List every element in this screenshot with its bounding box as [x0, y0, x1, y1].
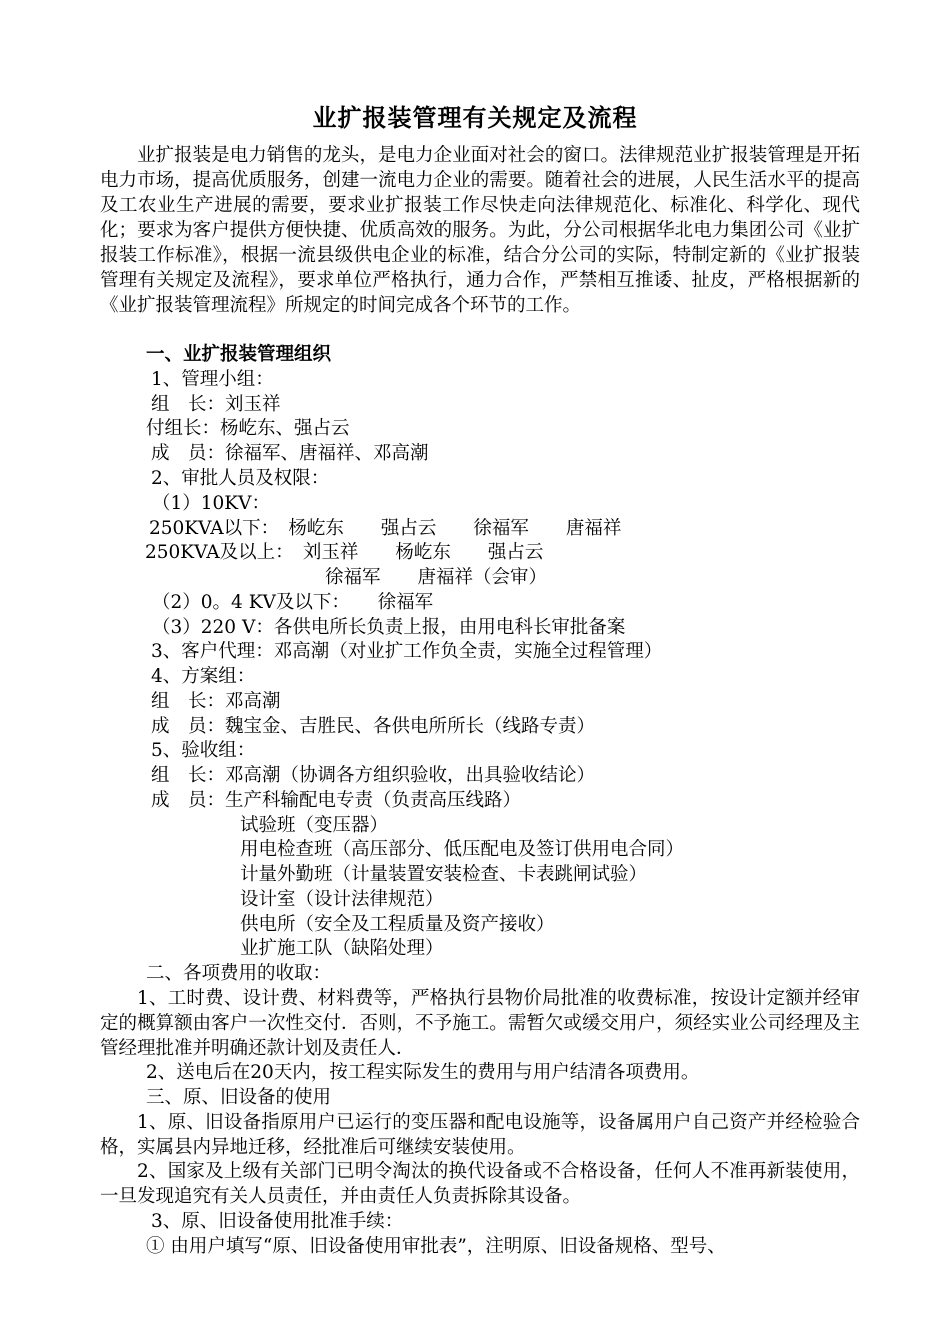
- plan-group-label: 4、方案组：: [151, 666, 256, 687]
- intro-paragraph: 业扩报装是电力销售的龙头，是电力企业面对社会的窗口。法律规范业扩报装管理是开拓电力市场，提高优质服务，创建一流电力企业的需要。随着社会的进展，人民生活水平的提高及工农业生产进展的需要，要求业扩报装工作尽快走向法律规范化、标准化、科学化、现代化；要求为客户提供方便快捷、优质高效的服务。为此，分公司根据华北电力集团公司《业扩报装工作标准》，根据一流县级供电企业的标准，结合分公司的实际，特制定新的《业扩报装管理有关规定及流程》，要求单位严格执行，通力合作，严禁相互推诿、扯皮，严格根据新的《业扩报装管理流程》所规定的时间完成各个环节的工作。: [100, 145, 860, 316]
- acceptance-group-leader: 组 长：邓高潮（协调各方组织验收，出具验收结论）: [151, 765, 596, 786]
- approval-staff-label: 2、审批人员及权限：: [151, 468, 330, 489]
- document-title: 业扩报装管理有关规定及流程: [312, 103, 638, 132]
- management-group-label: 1、管理小组：: [151, 369, 274, 390]
- section-1-heading: 一、业扩报装管理组织: [146, 344, 332, 365]
- approval-220v: （3）220 V：各供电所长负责上报，由用电科长审批备案: [152, 617, 626, 638]
- approval-04kv: （2）0。4 KV及以下： 徐福军: [152, 592, 434, 613]
- section-3-heading: 三、原、旧设备的使用: [146, 1087, 332, 1108]
- approval-above-250kva-cont: 徐福军 唐福祥（会审）: [325, 567, 548, 588]
- acceptance-member-metering: 计量外勤班（计量装置安装检查、卡表跳闸试验）: [240, 864, 648, 885]
- management-group-members: 成 员：徐福军、唐福祥、邓高潮: [151, 443, 429, 464]
- acceptance-member-construction: 业扩施工队（缺陷处理）: [240, 938, 444, 959]
- acceptance-member-design: 设计室（设计法律规范）: [240, 889, 444, 910]
- plan-group-leader: 组 长：邓高潮: [151, 691, 281, 712]
- plan-group-members: 成 员：魏宝金、吉胜民、各供电所所长（线路专责）: [151, 716, 596, 737]
- section-2-paragraph-1: 1、工时费、设计费、材料费等，严格执行县物价局批准的收费标准，按设计定额并经审定的概算额由客户一次性交付．否则，不予施工。需暂欠或缓交用户，须经实业公司经理及主管经理批准并明确还款计划及责任人．: [100, 988, 860, 1059]
- section-2-heading: 二、各项费用的收取：: [146, 963, 332, 984]
- approval-above-250kva: 250KVA及以上： 刘玉祥 杨屹东 强占云: [145, 542, 544, 563]
- approval-below-250kva: 250KVA以下： 杨屹东 强占云 徐福军 唐福祥: [149, 518, 622, 539]
- approval-10kv: （1）10KV：: [152, 493, 270, 514]
- acceptance-member-inspection: 用电检查班（高压部分、低压配电及签订供用电合同）: [240, 839, 685, 860]
- section-3-paragraph-1: 1、原、旧设备指原用户已运行的变压器和配电设施等，设备属用户自己资产并经检验合格，实属县内异地迁移，经批准后可继续安装使用。: [100, 1112, 860, 1158]
- acceptance-member-supply-station: 供电所（安全及工程质量及资产接收）: [240, 914, 555, 935]
- section-3-paragraph-2: 2、国家及上级有关部门已明令淘汰的换代设备或不合格设备，任何人不准再新装使用，一旦发现追究有关人员责任，并由责任人负责拆除其设备。: [100, 1161, 860, 1207]
- acceptance-member-test-team: 试验班（变压器）: [240, 815, 389, 836]
- management-group-deputy: 付组长：杨屹东、强占云: [146, 418, 350, 439]
- acceptance-group-members: 成 员：生产科输配电专责（负责高压线路）: [151, 790, 522, 811]
- section-2-paragraph-2: 2、送电后在20天内，按工程实际发生的费用与用户结清各项费用。: [146, 1062, 700, 1083]
- customer-agent: 3、客户代理：邓高潮（对业扩工作负全责，实施全过程管理）: [151, 641, 663, 662]
- acceptance-group-label: 5、验收组：: [151, 740, 256, 761]
- section-3-paragraph-3: 3、原、旧设备使用批准手续：: [151, 1211, 404, 1232]
- section-3-paragraph-4: ① 由用户填写“原、旧设备使用审批表”，注明原、旧设备规格、型号、: [146, 1236, 726, 1257]
- management-group-leader: 组 长：刘玉祥: [151, 394, 281, 415]
